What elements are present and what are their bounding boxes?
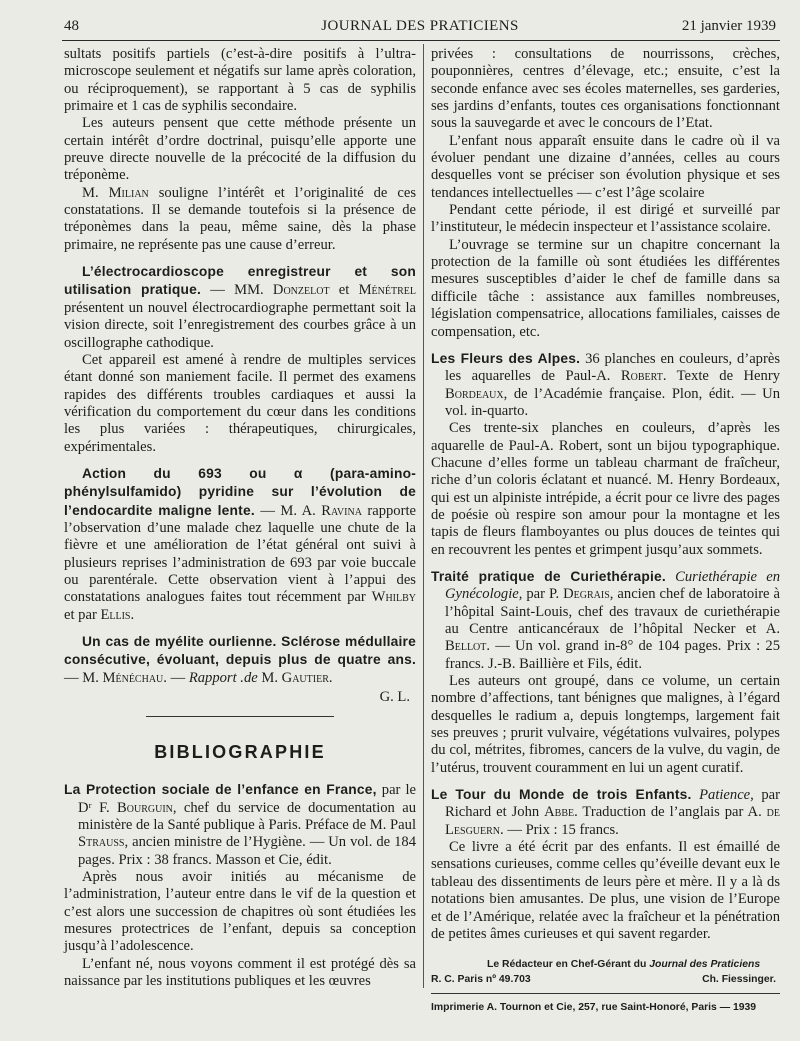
entry-text: , ancien chef de laboratoire à l’hôpital Saint-Louis, chef des travaux de curiethérapie au Centre anticancéraux de l’hôpital Necker et A. bbox=[445, 586, 780, 637]
registry-line bbox=[431, 972, 780, 987]
section-heading: BIBLIOGRAPHIE bbox=[154, 742, 326, 763]
editor-line bbox=[431, 957, 780, 972]
page-number: 48 bbox=[64, 18, 79, 34]
author-name: Robert bbox=[620, 368, 663, 385]
entry-text: rapporte l’observation d’une malade chez laquelle une chute de la fièvre et une amélioration de l’état général ont suivi à plusieurs reprises l’administration de 693 par voie buccale ou parentérale. Cette observation vient à l’appui des constatations analogues faites tout récemment par bbox=[64, 502, 416, 606]
registry-number: R. C. Paris nº 49.703 bbox=[431, 974, 531, 986]
paragraph: L’enfant né, nous voyons comment il est protégé dès sa naissance par les institutions publiques et les œuvres bbox=[64, 955, 416, 990]
paragraph bbox=[64, 185, 416, 254]
paragraph: Cet appareil est amené à rendre de multiples services étant donné son maniement facile. Il permet des examens rapides des différents troubles cardiaques et aussi la vérification du comportement du cœur dans les conditions les plus variées : thérapeutiques, chirurgicales, expérimentales. bbox=[64, 351, 416, 455]
author-name: de Lesguern bbox=[445, 804, 780, 838]
author-name: Abbe bbox=[544, 804, 575, 821]
entry-text: présentent un nouvel électrocardiographe permettant soit la vision directe, soit l’enregistrement des courbes grâce à un oscillographe cathodique. bbox=[64, 299, 416, 351]
author-name: Ellis bbox=[100, 606, 131, 623]
editor-name: Ch. Fiessinger. bbox=[702, 974, 776, 986]
author-name: M. Milian bbox=[82, 184, 149, 201]
journal-title: JOURNAL DES PRATICIENS bbox=[321, 18, 519, 34]
paragraph-text: souligne l’intérêt et l’originalité de ces constatations. Il se demande toutefois si la présence de tréponèmes dans la peau, même saine, dès la phase primaire, ne représente pas une cause d’erreur. bbox=[64, 184, 416, 253]
author-name: Whilby bbox=[371, 589, 416, 606]
continued-paragraph: sultats positifs partiels (c’est-à-dire positifs à l’ultra-microscope seulement et négatifs sur lame après coloration, ou réciproquement), se rapportant à 5 cas de syphilis primaire et 1 cas de syphilis secondaire. bbox=[64, 46, 416, 115]
paragraph: Les auteurs ont groupé, dans ce volume, un certain nombre d’affections, tant bénignes que malignes, à l’égard desquelles le radium a, depuis longtemps, largement fait ses preuves ; prurit vulvaire, végétations vulvaires, polypes du col, métrites, fibromes, cancers de la vulve, du vagin, de l’utérus, trouvent couramment en lui un agent curatif. bbox=[431, 673, 780, 776]
author-name: Bourguin bbox=[117, 799, 173, 816]
entry-title: Action du 693 ou α (para-amino-phénylsulfamido) pyridine sur l’évolution de l’endocardite maligne lente. bbox=[64, 465, 416, 518]
book-subtitle: Curiethérapie en Gynécologie, bbox=[445, 568, 780, 603]
header-rule bbox=[62, 40, 780, 41]
entry-text: — M. bbox=[64, 669, 103, 686]
entry-text: , de l’Académie française. Plon, édit. — Un vol. in-quarto. bbox=[445, 385, 780, 419]
signature: G. L. bbox=[379, 689, 410, 706]
bibliography-entry bbox=[64, 781, 416, 869]
author-name: Ménétrel bbox=[358, 282, 416, 299]
bibliography-entry bbox=[431, 786, 780, 839]
communication-entry bbox=[64, 465, 416, 624]
communication-entry bbox=[64, 263, 416, 352]
editor-label: Le Rédacteur en Chef-Gérant du bbox=[487, 959, 650, 971]
entry-text: par le Dʳ F. bbox=[78, 782, 416, 816]
running-header bbox=[64, 14, 776, 42]
column-divider bbox=[423, 44, 424, 988]
entry-text: — M. A. bbox=[254, 502, 322, 519]
entry-text: et par bbox=[64, 606, 101, 623]
book-title: Traité pratique de Curiethérapie. bbox=[431, 568, 666, 584]
entry-text: . bbox=[130, 606, 135, 623]
paragraph: Après nous avoir initiés au mécanisme de l’administration, l’auteur entre dans le vif de la question et c’est alors une succession de chapitres où sont étudiées les mesures protectrices de l’enfant, depuis sa conception jusqu’à l’adolescence. bbox=[64, 869, 416, 955]
paragraph: Ce livre a été écrit par des enfants. Il est émaillé de sensations curieuses, comme celles qu’éveille devant eux le tableau des dissentiments de leurs père et mère. Il y a là ds notations bien amusantes. De plus, une vision de l’Europe et de l’Amérique, relatée avec la fraîcheur et la pénétration de petites âmes curieuses et qui savent regarder. bbox=[431, 839, 780, 942]
entry-text: — MM. bbox=[201, 282, 273, 299]
entry-text: . — bbox=[163, 669, 189, 686]
author-name: Bordeaux bbox=[445, 385, 504, 402]
entry-text: par P. bbox=[522, 586, 564, 603]
paragraph: Pendant cette période, il est dirigé et surveillé par l’instituteur, le médecin inspecteur et l’assistance scolaire. bbox=[431, 202, 780, 236]
entry-text: . Texte de Henry bbox=[662, 368, 780, 385]
left-column bbox=[64, 46, 416, 991]
entry-title: Un cas de myélite ourlienne. Sclérose médullaire consécutive, évoluant, depuis plus de quatre ans. bbox=[64, 634, 416, 668]
entry-text: Rapport bbox=[188, 669, 237, 686]
entry-text: 36 planches en couleurs, d’après les aquarelles de Paul-A. bbox=[445, 350, 780, 385]
author-name: Degrais bbox=[563, 586, 610, 603]
journal-name: Journal des Praticiens bbox=[649, 959, 761, 971]
right-column bbox=[431, 46, 780, 1015]
entry-text: , ancien ministre de l’Hygiène. — Un vol. de 184 pages. Prix : 38 francs. Masson et Cie, édit. bbox=[78, 834, 416, 868]
communication-entry bbox=[64, 633, 416, 687]
entry-text: . — Prix : 15 francs. bbox=[500, 821, 619, 838]
section-rule bbox=[146, 716, 334, 717]
book-title: La Protection sociale de l’enfance en France, bbox=[64, 782, 377, 798]
author-name: Ménéchau bbox=[102, 669, 164, 686]
author-name: Bellot bbox=[445, 638, 487, 655]
book-title: Les Fleurs des Alpes. bbox=[431, 350, 581, 366]
paragraph: L’ouvrage se termine sur un chapitre concernant la protection de la famille où sont étudiées les différentes mesures susceptibles d’aider le chef de famille dans sa difficile tâche : assistance aux familles nombreuses, législation compensatrice, allocations familiales, caisses de compensation, etc. bbox=[431, 236, 780, 340]
footer-rule bbox=[431, 993, 780, 994]
author-name: Strauss bbox=[78, 834, 125, 851]
bibliography-entry bbox=[431, 350, 780, 420]
author-name: Ravina bbox=[321, 502, 362, 519]
author-name: Donzelot bbox=[272, 282, 330, 299]
entry-text: .de bbox=[236, 669, 258, 686]
entry-text: par Richard et John bbox=[445, 787, 780, 821]
paragraph: L’enfant nous apparaît ensuite dans le cadre où il va évoluer pendant une dizaine d’années, celles au cours desquelles vont se préciser son évolution physique et ses tendances intellectuelles — c’est l’âge scolaire bbox=[431, 132, 780, 201]
entry-text: . Traduction de l’anglais par A. bbox=[574, 804, 767, 821]
paragraph: Ces trente-six planches en couleurs, d’après les aquarelle de Paul-A. Robert, sont un bijou typographique. Chacune d’elles forme un tableau charmant de fraîcheur, riche d’un coloris éclatant et nuancé. M. Henry Bordeaux, qui est un alpiniste intrépide, a écrit pour ce livre des pages de poésie où respire son amour pour la montagne et les tapis de fleurs flamboyantes ou plus douces de teintes qui en recouvrent les pentes et grimpent jusqu’aux sommets. bbox=[431, 420, 780, 558]
imprint-footer bbox=[431, 957, 780, 1015]
book-title: Le Tour du Monde de trois Enfants. bbox=[431, 787, 692, 803]
book-subtitle: Patience, bbox=[691, 787, 754, 804]
issue-date: 21 janvier 1939 bbox=[681, 18, 776, 34]
bibliography-entry bbox=[431, 568, 780, 673]
continued-paragraph: privées : consultations de nourrissons, crèches, pouponnières, centres d’élevage, etc.; ensuite, c’est la seconde enfance avec ses écoles maternelles, ses garderies, ses jardins d’enfants, toutes ces organisations fonctionnant sous la sauvegarde et avec le concours de l’Etat. bbox=[431, 46, 780, 132]
author-name: M. Gautier bbox=[261, 669, 329, 686]
paragraph: Les auteurs pensent que cette méthode présente un certain intérêt d’ordre doctrinal, puisqu’elle apporte une preuve directe nouvelle de la précocité de la diffusion du tréponème. bbox=[64, 115, 416, 184]
section-heading-block bbox=[64, 716, 416, 772]
entry-text: , chef du service de documentation au ministère de la Santé publique à Paris. Préface de M. Paul bbox=[78, 799, 416, 834]
entry-title: L’électrocardioscope enregistreur et son utilisation pratique. bbox=[64, 264, 416, 298]
entry-text: . — Un vol. grand in-8° de 104 pages. Prix : 25 francs. J.-B. Baillière et Fils, édit. bbox=[445, 638, 780, 672]
entry-text: . bbox=[328, 669, 333, 686]
entry-text: et bbox=[329, 282, 359, 299]
printer-line: Imprimerie A. Tournon et Cie, 257, rue Saint-Honoré, Paris — 1939 bbox=[431, 1002, 757, 1014]
